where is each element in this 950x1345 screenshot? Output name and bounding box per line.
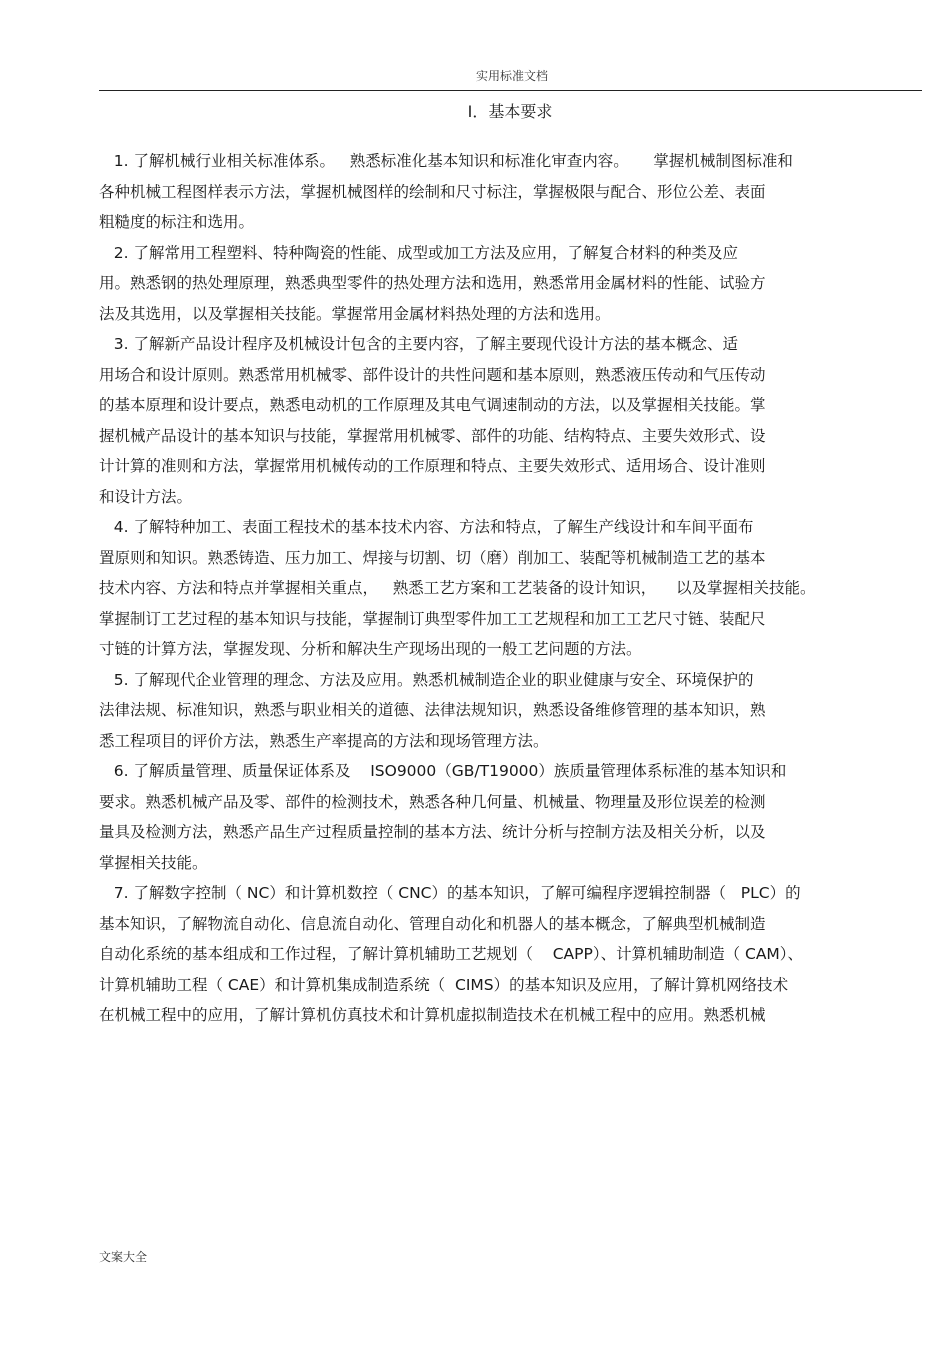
paragraph-line: 和设计方法。	[99, 487, 193, 506]
paragraph-line: 5. 了解现代企业管理的理念、方法及应用。熟悉机械制造企业的职业健康与安全、环境保护的	[99, 670, 754, 689]
paragraph-line: 的基本原理和设计要点，熟悉电动机的工作原理及其电气调速制动的方法，以及掌握相关技能。掌	[99, 396, 766, 414]
paragraph-line: 4. 了解特种加工、表面工程技术的基本技术内容、方法和特点，了解生产线设计和车间平面布	[99, 518, 754, 536]
paragraph-line: 技术内容、方法和特点并掌握相关重点， 熟悉工艺方案和工艺装备的设计知识， 以及掌握相关技能。	[99, 579, 816, 597]
paragraph-line: 量具及检测方法，熟悉产品生产过程质量控制的基本方法、统计分析与控制方法及相关分析，以及	[99, 823, 766, 841]
paragraph-line: 法律法规、标准知识，熟悉与职业相关的道德、法律法规知识，熟悉设备维修管理的基本知识，熟	[99, 701, 766, 719]
paragraph-line: 2. 了解常用工程塑料、特种陶瓷的性能、成型或加工方法及应用，了解复合材料的种类及应	[99, 243, 738, 262]
page-header: 实用标准文档	[475, 69, 548, 83]
paragraph-line: 1. 了解机械行业相关标准体系。 熟悉标准化基本知识和标准化审查内容。 掌握机械制图标准和	[99, 152, 793, 170]
paragraph-line: 自动化系统的基本组成和工作过程，了解计算机辅助工艺规划（ CAPP）、计算机辅助制造（ CAM）、	[99, 945, 804, 963]
paragraph-line: 计计算的准则和方法，掌握常用机械传动的工作原理和特点、主要失效形式、适用场合、设计准则	[99, 457, 766, 475]
paragraph-line: 用场合和设计原则。熟悉常用机械零、部件设计的共性问题和基本原则，熟悉液压传动和气压传动	[99, 365, 766, 384]
paragraph-line: 握机械产品设计的基本知识与技能，掌握常用机械零、部件的功能、结构特点、主要失效形式、设	[99, 426, 766, 445]
paragraph-line: 寸链的计算方法，掌握发现、分析和解决生产现场出现的一般工艺问题的方法。	[99, 640, 642, 658]
paragraph-line: 要求。熟悉机械产品及零、部件的检测技术，熟悉各种几何量、机械量、物理量及形位误差的检测	[99, 792, 766, 811]
paragraph	[99, 238, 929, 330]
page-footer: 文案大全	[99, 1250, 148, 1264]
paragraph-line: 各种机械工程图样表示方法，掌握机械图样的绘制和尺寸标注，掌握极限与配合、形位公差、表面	[99, 182, 766, 201]
paragraph-line: 7. 了解数字控制（ NC）和计算机数控（ CNC）的基本知识，了解可编程序逻辑控制器（ PLC）的	[99, 884, 801, 902]
header-divider	[99, 90, 922, 91]
paragraph	[99, 665, 929, 757]
paragraph-line: 在机械工程中的应用，了解计算机仿真技术和计算机虚拟制造技术在机械工程中的应用。熟悉机械	[99, 1006, 766, 1024]
section-title: Ⅰ．基本要求	[467, 102, 553, 121]
paragraph-line: 基本知识，了解物流自动化、信息流自动化、管理自动化和机器人的基本概念，了解典型机械制造	[99, 914, 766, 933]
paragraph	[99, 512, 929, 665]
paragraph-line: 悉工程项目的评价方法，熟悉生产率提高的方法和现场管理方法。	[99, 731, 549, 750]
paragraph-line: 法及其选用，以及掌握相关技能。掌握常用金属材料热处理的方法和选用。	[99, 304, 611, 323]
paragraph	[99, 329, 929, 512]
paragraph-line: 6. 了解质量管理、质量保证体系及 ISO9000（GB/T19000）族质量管理体系标准的基本知识和	[99, 762, 787, 780]
paragraph-line: 掌握相关技能。	[99, 853, 208, 872]
paragraph-line: 计算机辅助工程（ CAE）和计算机集成制造系统（ CIMS）的基本知识及应用，了解计算机网络技术	[99, 975, 789, 994]
paragraph	[99, 878, 929, 1031]
paragraph-line: 置原则和知识。熟悉铸造、压力加工、焊接与切割、切（磨）削加工、装配等机械制造工艺的基本	[99, 548, 766, 567]
paragraph	[99, 756, 929, 878]
paragraph-line: 粗糙度的标注和选用。	[99, 213, 255, 231]
paragraph-line: 掌握制订工艺过程的基本知识与技能，掌握制订典型零件加工工艺规程和加工工艺尺寸链、装配尺	[99, 609, 766, 628]
paragraph-line: 3. 了解新产品设计程序及机械设计包含的主要内容，了解主要现代设计方法的基本概念、适	[99, 335, 738, 353]
paragraph-line: 用。熟悉钢的热处理原理，熟悉典型零件的热处理方法和选用，熟悉常用金属材料的性能、试验方	[99, 274, 766, 292]
paragraph	[99, 146, 929, 238]
document-body	[99, 146, 929, 1031]
